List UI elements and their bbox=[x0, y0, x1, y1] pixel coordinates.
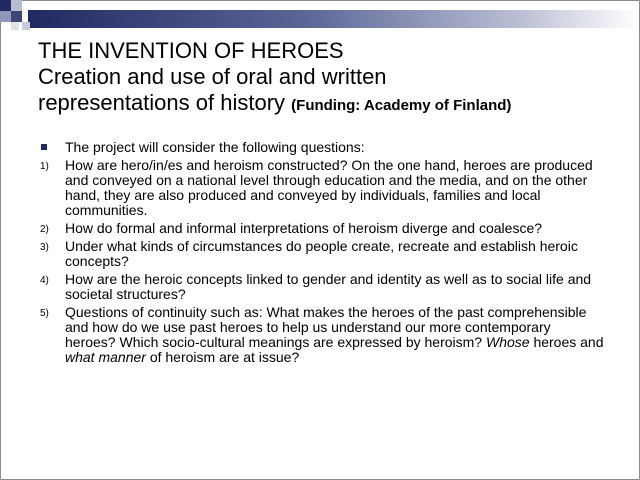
slide-body bbox=[40, 140, 605, 368]
question-number: 1) bbox=[40, 161, 49, 172]
question-number: 5) bbox=[40, 308, 49, 319]
question-number: 3) bbox=[40, 242, 49, 253]
question-text bbox=[65, 304, 604, 365]
decor-square bbox=[11, 11, 22, 22]
question-text: How do formal and informal interpretations of heroism diverge and coalesce? bbox=[65, 220, 543, 236]
decor-square bbox=[11, 0, 22, 11]
intro-item bbox=[40, 140, 605, 155]
square-bullet-icon bbox=[41, 144, 47, 150]
question-text: How are the heroic concepts linked to gender and identity as well as to social life and societal structures? bbox=[65, 271, 592, 302]
question-text: Under what kinds of circumstances do people create, recreate and establish heroic concepts? bbox=[65, 238, 578, 269]
slide-title bbox=[38, 38, 628, 119]
title-line-1: THE INVENTION OF HEROES bbox=[38, 38, 344, 63]
funding-note: (Funding: Academy of Finland) bbox=[291, 97, 512, 114]
question-item-3 bbox=[40, 239, 605, 269]
header-gradient-bar bbox=[28, 10, 638, 28]
question-number: 4) bbox=[40, 275, 49, 286]
intro-text: The project will consider the following questions: bbox=[65, 139, 365, 155]
question-text: How are hero/in/es and heroism constructed? On the one hand, heroes are produced and conveyed on a national level through education and the media, and on the other hand, they are also produced and conveyed by individuals, families and local communities. bbox=[65, 157, 593, 218]
emphasis-whose: Whose bbox=[485, 334, 530, 350]
decor-square bbox=[11, 22, 19, 30]
decor-square bbox=[0, 11, 11, 22]
emphasis-what-manner: what manner bbox=[65, 349, 146, 365]
decor-square bbox=[0, 0, 11, 11]
decor-square bbox=[22, 22, 30, 30]
question-item-2 bbox=[40, 221, 605, 236]
question-item-5 bbox=[40, 305, 605, 365]
title-line-3 bbox=[38, 90, 628, 119]
question-text-part: Questions of continuity such as: What makes the heroes of the past comprehensible and how do we use past heroes to help us understand our more contemporary heroes? Which socio-cultural meanings are expressed by heroism? bbox=[65, 304, 587, 350]
question-number: 2) bbox=[40, 224, 49, 235]
question-item-1 bbox=[40, 158, 605, 218]
question-item-4 bbox=[40, 272, 605, 302]
question-text-part: of heroism are at issue? bbox=[145, 349, 300, 365]
question-text-part: heroes and bbox=[529, 334, 604, 350]
title-line-3-text: representations of history bbox=[38, 90, 286, 115]
title-line-2: Creation and use of oral and written bbox=[38, 64, 387, 89]
